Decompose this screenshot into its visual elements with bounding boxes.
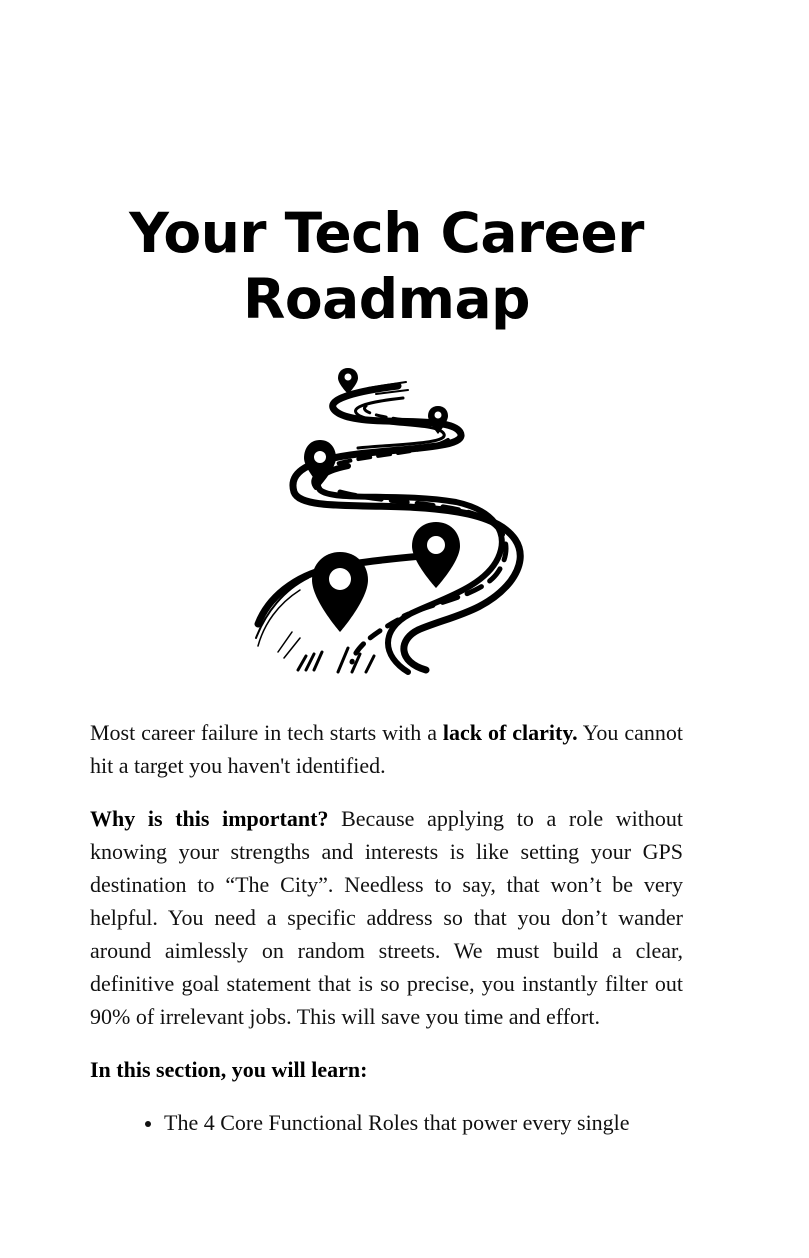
list-item: The 4 Core Functional Roles that power every single (164, 1106, 683, 1139)
intro-paragraph (90, 716, 683, 782)
importance-paragraph (90, 802, 683, 1033)
importance-text: Because applying to a role without knowing your strengths and interests is like setting your GPS destination to “The City”. Needless to say, that won’t be very helpful. You need a specific address so that you don’t wander around aimlessly on random streets. We must build a clear, definitive goal statement that is so precise, you instantly filter out 90% of irrelevant jobs. This will save you time and effort. (90, 806, 683, 1029)
page-title (90, 200, 683, 332)
body-text (90, 716, 683, 1139)
intro-text-start: Most career failure in tech starts with a (90, 720, 443, 745)
importance-question: Why is this important? (90, 806, 329, 831)
section-heading-text: In this section, you will learn: (90, 1057, 368, 1082)
winding-road-with-map-pins-icon (248, 362, 538, 682)
intro-text-end: You cannot hit a target you haven't identified. (90, 720, 683, 778)
intro-emphasis: lack of clarity. (442, 720, 578, 745)
learning-list (90, 1106, 683, 1139)
section-heading (90, 1053, 683, 1086)
page-title-line-2: Roadmap (243, 267, 530, 331)
page-title-line-1: Your Tech Career (129, 201, 644, 265)
